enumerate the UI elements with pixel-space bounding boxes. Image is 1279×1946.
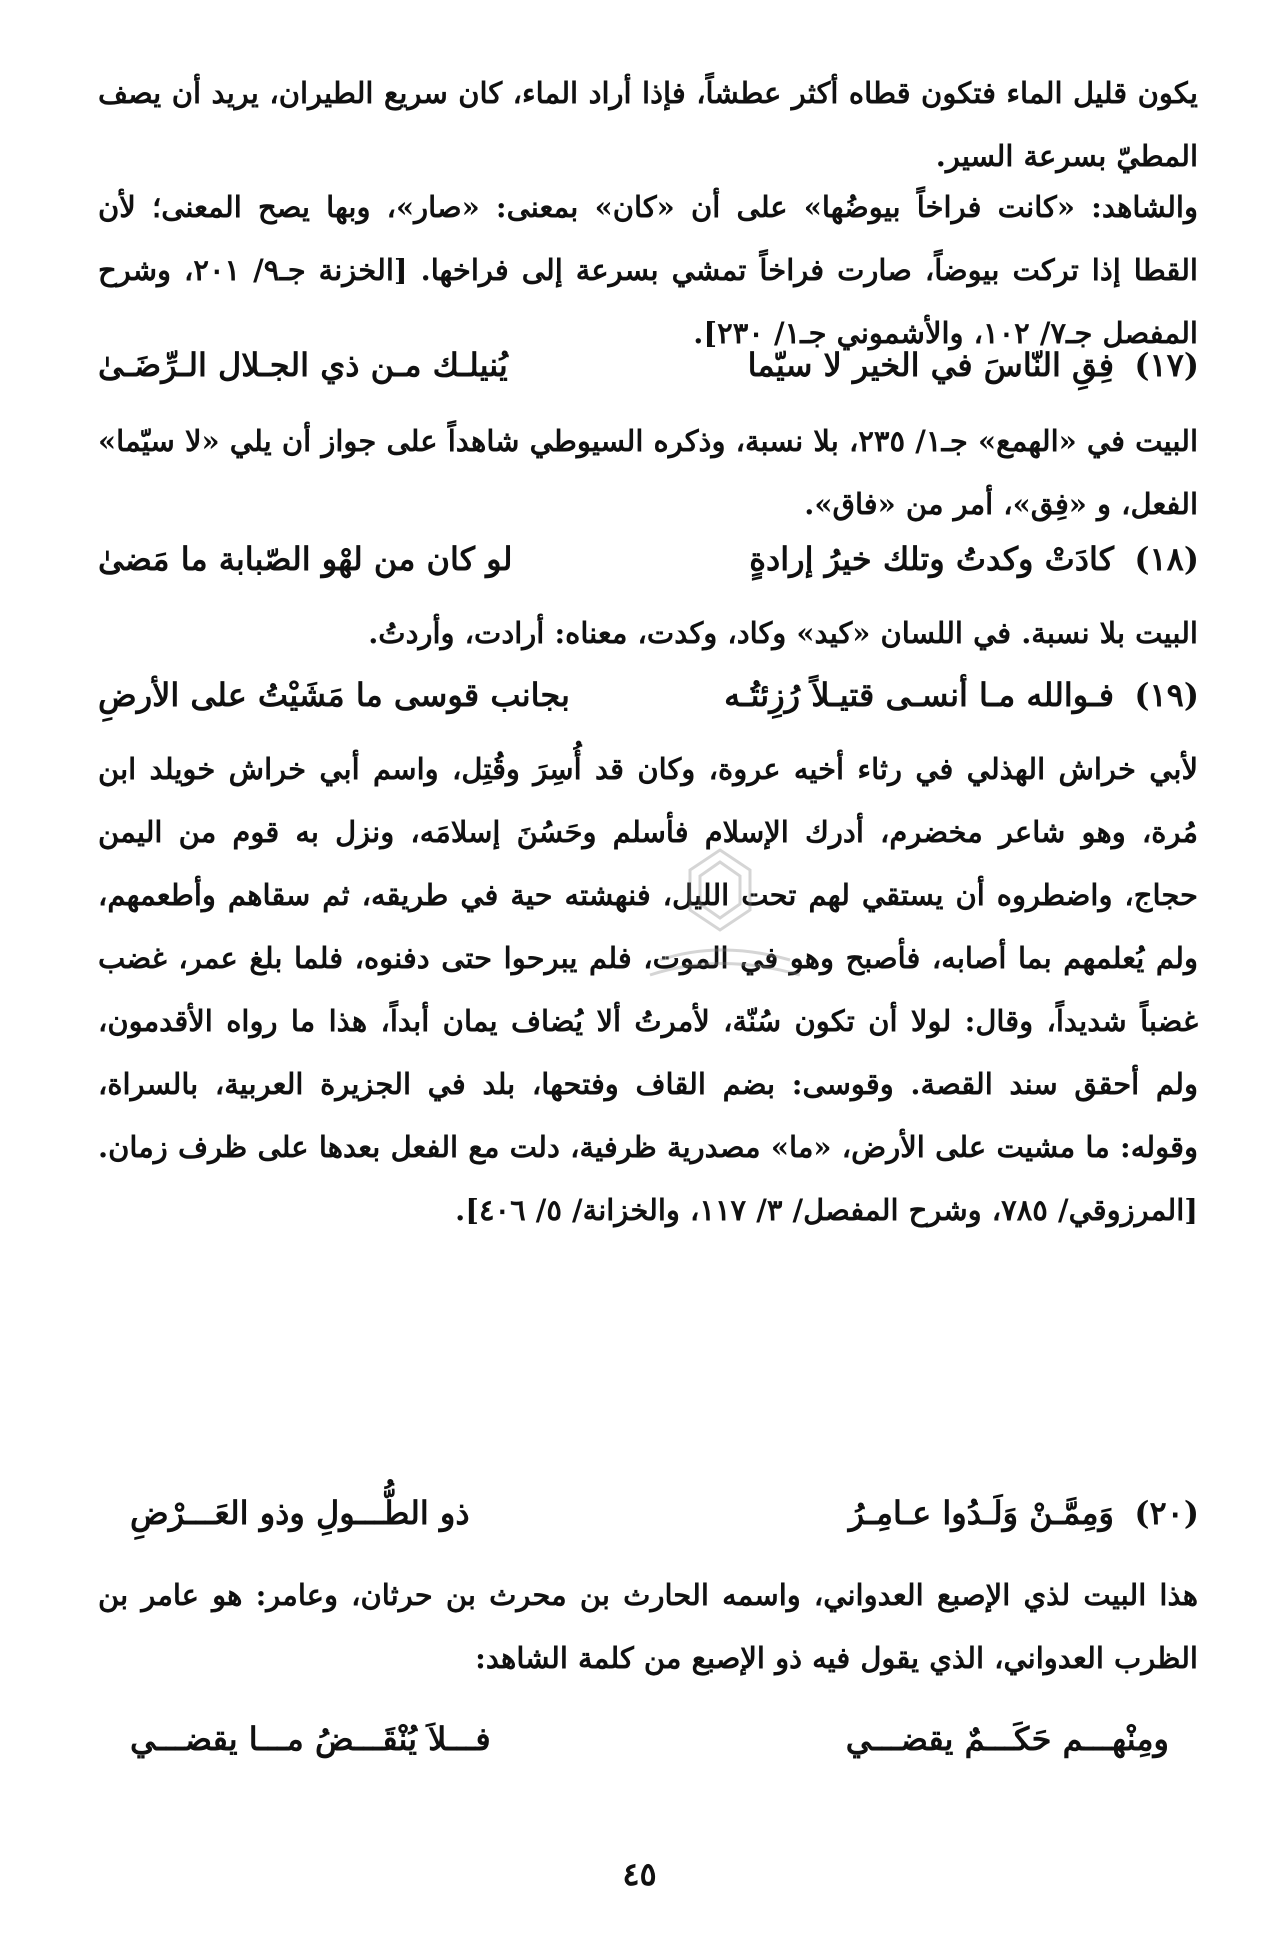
verse-19-second-hemistich: بجانب قوسى ما مَشَيْتُ على الأرضِ (98, 676, 570, 714)
verse-18-second-hemistich: لو كان من لهْو الصّبابة ما مَضىٰ (98, 540, 513, 578)
verse-18-number: (١٨) (1134, 540, 1199, 578)
paragraph-2: والشاهد: «كانت فراخاً بيوضُها» على أن «كان» بمعنى: «صار»، وبها يصح المعنى؛ لأن القطا إذا تركت بيوضاً، صارت فراخاً تمشي بسرعة إلى فراخها. [الخزنة جـ٩/ ٢٠١، وشرح المفصل جـ٧/ ١٠٢، والأشموني جـ١/ ٢٣٠]. (98, 190, 1198, 350)
paragraph-4: البيت بلا نسبة. في اللسان «كيد» وكاد، وكدت، معناه: أرادت، وأردتُ. (368, 616, 1198, 650)
paragraph-5: لأبي خراش الهذلي في رثاء أخيه عروة، وكان قد أُسِرَ وقُتِل، واسم أبي خراش خويلد ابن مُرة، وهو شاعر مخضرم، أدرك الإسلام فأسلم وحَسُنَ إسلامَه، ونزل به قوم من اليمن حجاج، واضطروه أن يستقي لهم تحت الليل، فنهشته حية في طريقه، ثم سقاهم وأطعمهم، ولم يُعلمهم بما أصابه، فأصبح وهو في الموت، فلم يبرحوا حتى دفنوه، فلما بلغ عمر، غضب غضباً شديداً، وقال: لولا أن تكون سُنّة، لأمرتُ ألا يُضاف يمان أبداً، هذا ما رواه الأقدمون، ولم أحقق سند القصة. وقوسى: بضم القاف وفتحها، بلد في الجزيرة العربية، بالسراة، وقوله: ما مشيت على الأرض، «ما» مصدرية ظرفية، دلت مع الفعل بعدها على ظرف زمان. [المرزوقي/ ٧٨٥، وشرح المفصل/ ٣/ ١١٧، والخزانة/ ٥/ ٤٠٦]. (98, 752, 1198, 1227)
verse-21-first-hemistich: ومِنْهـــم حَكَـــمٌ يقضـــي (845, 1720, 1169, 1758)
paragraph-3: البيت في «الهمع» جـ١/ ٢٣٥، بلا نسبة، وذكره السيوطي شاهداً على جواز أن يلي «لا سيّما» الفعل، و «فِق»، أمر من «فاق». (98, 424, 1199, 521)
verse-17-second-hemistich: يُنيلـك مـن ذي الجـلال الـرِّضَـىٰ (98, 346, 508, 384)
verse-17-first-hemistich: فِقِ النّاسَ في الخير لا سيّما (747, 346, 1114, 384)
verse-19-number: (١٩) (1134, 676, 1199, 714)
library-watermark-icon (620, 840, 820, 990)
verse-17-number: (١٧) (1134, 346, 1199, 384)
page-number: ٤٥ (622, 1855, 657, 1893)
verse-21-second-hemistich: فـــلاَ يُنْقَـــضُ مـــا يقضـــي (130, 1720, 491, 1758)
verse-20-first-hemistich: وَمِمَّـنْ وَلَـدُوا عـامِـرُ (848, 1494, 1114, 1532)
paragraph-6: هذا البيت لذي الإصبع العدواني، واسمه الحارث بن محرث بن حرثان، وعامر: هو عامر بن الظرب العدواني، الذي يقول فيه ذو الإصبع من كلمة الشاهد: (98, 1578, 1198, 1675)
verse-20-second-hemistich: ذو الطُّـــولِ وذو العَـــرْضِ (130, 1494, 470, 1532)
paragraph-1: يكون قليل الماء فتكون قطاه أكثر عطشاً، فإذا أراد الماء، كان سريع الطيران، يريد أن يصف المطيّ بسرعة السير. (98, 76, 1198, 173)
verse-18-first-hemistich: كادَتْ وكدتُ وتلك خيرُ إرادةٍ (749, 540, 1114, 578)
verse-19-first-hemistich: فـوالله مـا أنسـى قتيـلاً رُزِئتُـه (724, 676, 1114, 714)
verse-20-number: (٢٠) (1134, 1494, 1199, 1532)
